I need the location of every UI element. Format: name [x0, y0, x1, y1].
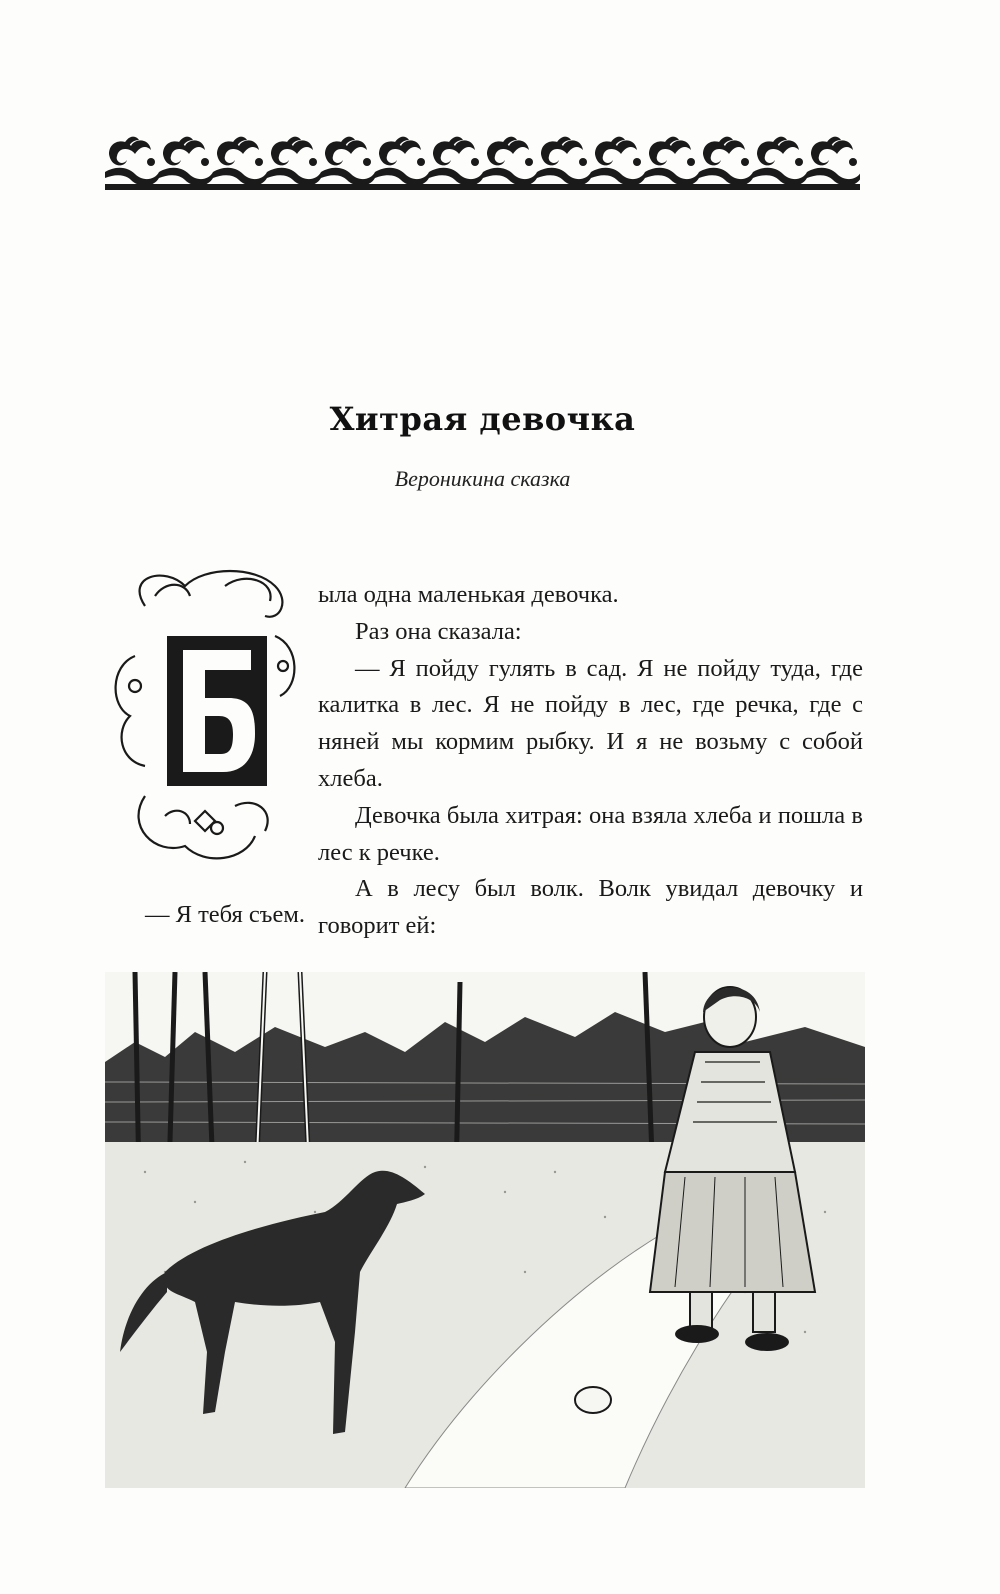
paragraph-1: ыла одна маленькая девочка.	[318, 581, 619, 608]
decorative-initial	[105, 566, 305, 866]
story-subtitle: Вероникина сказка	[394, 466, 571, 491]
initial-flourish-icon	[105, 566, 305, 866]
paragraph-3: — Я пойду гулять в сад. Я не пойду туда, где калитка в лес. Я не пойду в лес, где речка, где с няней мы кормим рыбку. И я не возьму с собой хлеба.	[318, 654, 863, 792]
illustration-girl-and-wolf	[105, 972, 865, 1488]
ornamental-header-band	[105, 132, 860, 194]
paragraph-6: — Я тебя съем.	[145, 901, 305, 928]
story-text	[318, 577, 863, 945]
paragraph-5: А в лесу был волк. Волк увидал девочку и говорит ей:	[318, 875, 863, 940]
paragraph-4: Девочка была хитрая: она взяла хлеба и пошла в лес к речке.	[318, 801, 863, 866]
story-title: Хитрая девочка	[329, 400, 636, 438]
paragraph-2: Раз она сказала:	[355, 617, 522, 645]
